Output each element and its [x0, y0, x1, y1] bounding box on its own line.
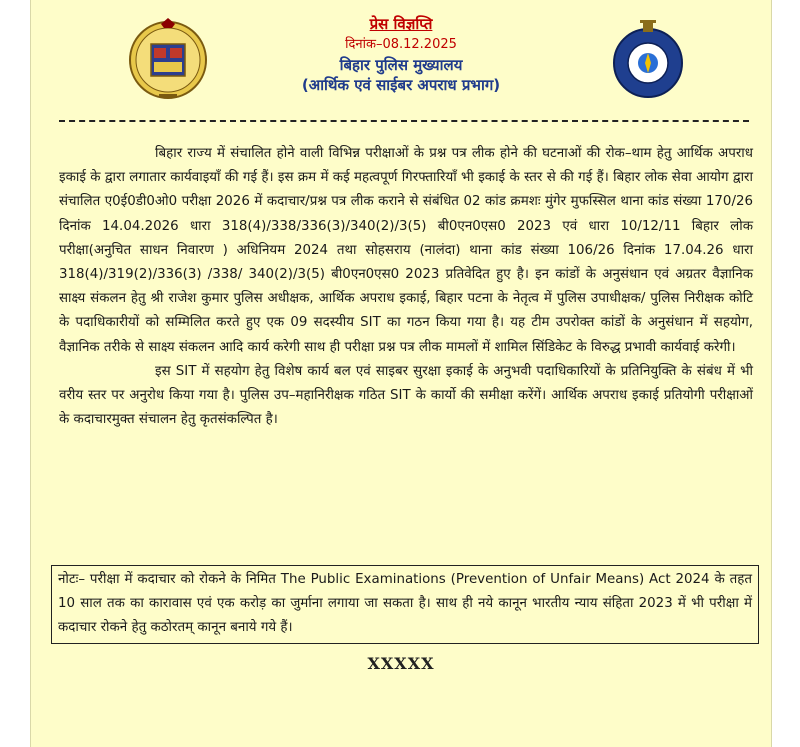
- header: [31, 14, 771, 95]
- press-release-title: प्रेस विज्ञप्ति: [369, 15, 433, 33]
- release-body: [59, 142, 753, 432]
- department-name: (आर्थिक एवं साईबर अपराध प्रभाग): [301, 76, 501, 94]
- dashed-divider: [59, 120, 749, 122]
- body-paragraph: इस SIT में सहयोग हेतु विशेष कार्य बल एवं साइबर सुरक्षा इकाई के अनुभवी पदाधिकारियों के प्रतिनियुक्ति के संबंध में भी वरीय स्तर पर अनुरोध किया गया है। पुलिस उप–महानिरीक्षक गठित SIT के कार्यो की समीक्षा करेंगें। आर्थिक अपराध इकाई प्रतियोगी परीक्षाओं के कदाचारमुक्त संचालन हेतु कृतसंकल्पित है।: [59, 363, 753, 428]
- release-date: दिनांक–08.12.2025: [345, 37, 457, 52]
- organization-name: बिहार पुलिस मुख्यालय: [339, 56, 463, 74]
- body-paragraph: बिहार राज्य में संचालित होने वाली विभिन्न परीक्षाओं के प्रश्न पत्र लीक होने की घटनाओं की रोक–थाम हेतु आर्थिक अपराध इकाई के द्वारा लगातार कार्यवाइयाँ की गई हैं। इस क्रम में कई महत्वपूर्ण गिरफ्तारियाँ भी इकाई के स्तर से की गई हैं। बिहार लोक सेवा आयोग द्वारा संचालित ए0ई0डी0ओ0 परीक्षा 2026 में कदाचार/प्रश्न पत्र लीक कराने से संबंधित 02 कांड क्रमशः मुंगेर मुफस्सिल थाना कांड संख्या 170/26 दिनांक 14.04.2026 धारा 318(4)/338/336(3)/340(2)/3(5) बी0एन0एस0 2023 एवं धारा 10/12/11 बिहार लोक परीक्षा(अनुचित साधन निवारण ) अधिनियम 2024 तथा सोहसराय (नालंदा) थाना कांड संख्या 106/26 दिनांक 17.04.26 धारा 318(4)/319(2)/336(3) /338/ 340(2)/3(5) बी0एन0एस0 2023 प्रतिवेदित हुए है। इन कांडों के अनुसंधान एवं अग्रतर वैज्ञानिक साक्ष्य संकलन हेतु श्री राजेश कुमार पुलिस अधीक्षक, आर्थिक अपराध इकाई, बिहार पटना के नेतृत्व में पुलिस उपाधीक्षक/ पुलिस निरीक्षक कोटि के पदाधिकारीयों को सम्मिलित करते हुए एक 09 सदस्यीय SIT का गठन किया गया है। यह टीम उपरोक्त कांडों के अनुसंधान में सहयोग, वैज्ञानिक तरीके से साक्ष्य संकलन आदि कार्य करेगी साथ ही परीक्षा प्रश्न पत्र लीक मामलों में शामिल सिंडिकेट के विरुद्ध प्रभावी कार्यवाई करेगी।: [59, 146, 753, 355]
- note-box: नोटः– परीक्षा में कदाचार को रोकने के निमित The Public Examinations (Prevention of Unfair Means) Act 2024 के तहत 10 साल तक का कारावास एवं एक करोड़ का जुर्माना लगाया जा सकता है। साथ ही नये कानून भारतीय न्याय संहिता 2023 में भी परीक्षा में कदाचार रोकने हेतु कठोरतम् कानून बनाये गये हैं।: [51, 565, 759, 644]
- press-release-page: [30, 0, 772, 747]
- end-mark: XXXXX: [367, 654, 435, 673]
